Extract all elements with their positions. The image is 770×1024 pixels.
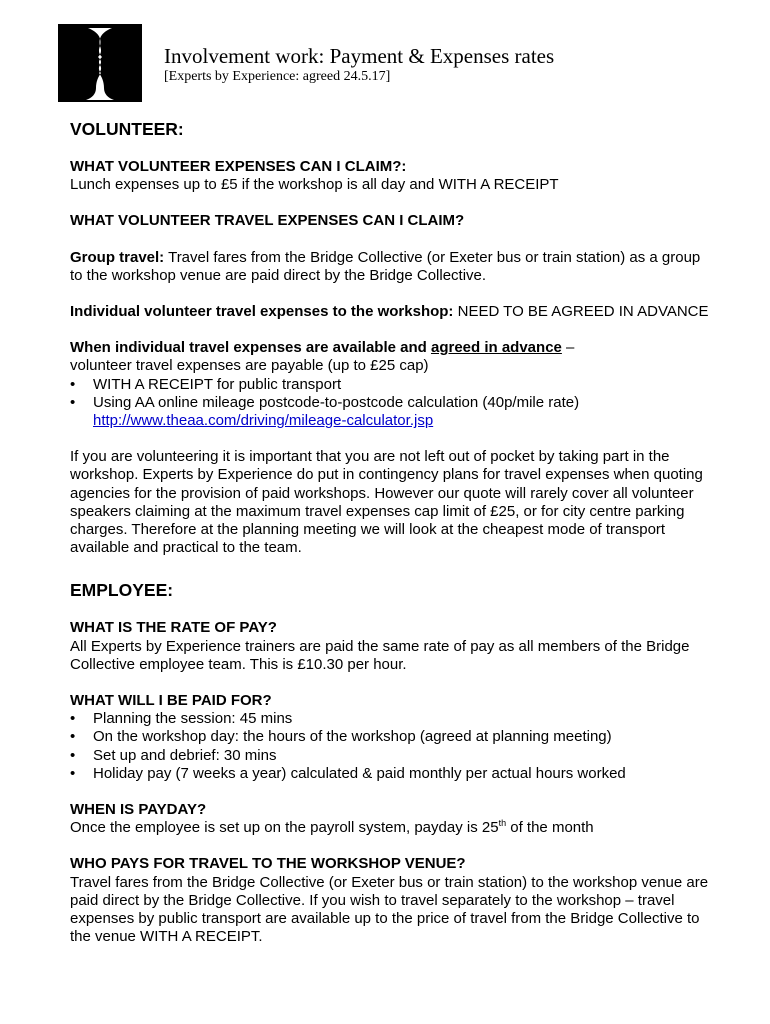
list-item: • Using AA online mileage postcode-to-postcode calculation (40p/mile rate) http://www.theaa.com/driving/mileage-calculator.jsp [70, 393, 580, 430]
list-item: • Holiday pay (7 weeks a year) calculated & paid monthly per actual hours worked [70, 764, 626, 782]
volunteer-expenses-answer: Lunch expenses up to £5 if the workshop is all day and WITH A RECEIPT [70, 176, 559, 194]
volunteer-heading: VOLUNTEER: [70, 119, 184, 139]
paid-question: WHAT WILL I BE PAID FOR? [70, 692, 272, 710]
employee-heading: EMPLOYEE: [70, 580, 174, 601]
list-item: • On the workshop day: the hours of the workshop (agreed at planning meeting) [70, 728, 612, 746]
volunteer-bullet-list [70, 376, 710, 431]
bullet-icon: • [70, 728, 76, 746]
available-label: When individual travel expenses are available and [70, 339, 431, 357]
available-dash: – [561, 339, 575, 357]
bullet-icon: • [70, 375, 76, 393]
volunteer-travel-question: WHAT VOLUNTEER TRAVEL EXPENSES CAN I CLAIM? [70, 212, 465, 230]
list-item: • Set up and debrief: 30 mins [70, 746, 277, 764]
available-paragraph [70, 339, 710, 357]
bullet-icon: • [70, 393, 76, 411]
volunteer-paragraph: If you are volunteering it is important that you are not left out of pocket by taking part in the workshop. Experts by Experience do put in contingency plans for travel expenses when quoting agencies for the provision of paid workshops. However our quote will rarely cover all volunteer speakers claiming at the maximum travel expenses cap limit of £25, or for city centre parking charges. Therefore at the planning meeting we will look at the cheapest mode of transport available and practical to the team. [70, 448, 703, 557]
list-item: • WITH A RECEIPT for public transport [70, 375, 342, 393]
agreed-in-advance: agreed in advance [430, 339, 562, 357]
available-text: volunteer travel expenses are payable (up to £25 cap) [70, 357, 429, 375]
travel-answer: Travel fares from the Bridge Collective (or Exeter bus or train station) to the workshop venue are paid direct by the Bridge Collective. If you wish to travel separately to the workshop – travel expenses by public transport are available up to the price of travel from the Bridge Collective to the venue WITH A RECEIPT. [70, 873, 709, 946]
bullet-icon: • [70, 764, 76, 782]
list-item: • Planning the session: 45 mins [70, 710, 293, 728]
aa-mileage-link[interactable]: http://www.theaa.com/driving/mileage-calculator.jsp [93, 412, 434, 430]
page-title: Involvement work: Payment & Expenses rates [164, 44, 555, 68]
travel-question: WHO PAYS FOR TRAVEL TO THE WORKSHOP VENUE? [70, 855, 466, 873]
volunteer-expenses-question: WHAT VOLUNTEER EXPENSES CAN I CLAIM?: [70, 158, 407, 175]
group-travel-paragraph [70, 249, 710, 285]
payday-answer: Once the employee is set up on the payroll system, payday is 25th of the month [70, 818, 594, 837]
paid-bullet-list [70, 710, 710, 783]
individual-travel-text: NEED TO BE AGREED IN ADVANCE [453, 303, 709, 321]
group-travel-text: Travel fares from the Bridge Collective (or Exeter bus or train station) as a group to the workshop venue are paid direct by the Bridge Collective. [70, 248, 701, 284]
bullet-icon: • [70, 710, 76, 728]
document-body [70, 118, 710, 947]
rate-answer: All Experts by Experience trainers are paid the same rate of pay as all members of the Bridge Collective employee team. This is £10.30 per hour. [70, 637, 690, 673]
individual-travel-label: Individual volunteer travel expenses to the workshop: [70, 303, 454, 321]
rate-question: WHAT IS THE RATE OF PAY? [70, 619, 277, 637]
bullet-icon: • [70, 746, 76, 764]
group-travel-label: Group travel: [70, 248, 165, 266]
payday-question: WHEN IS PAYDAY? [70, 801, 207, 819]
page-subtitle: [Experts by Experience: agreed 24.5.17] [164, 69, 391, 84]
faces-vase-logo-icon [58, 24, 142, 102]
individual-travel-paragraph [70, 303, 710, 321]
